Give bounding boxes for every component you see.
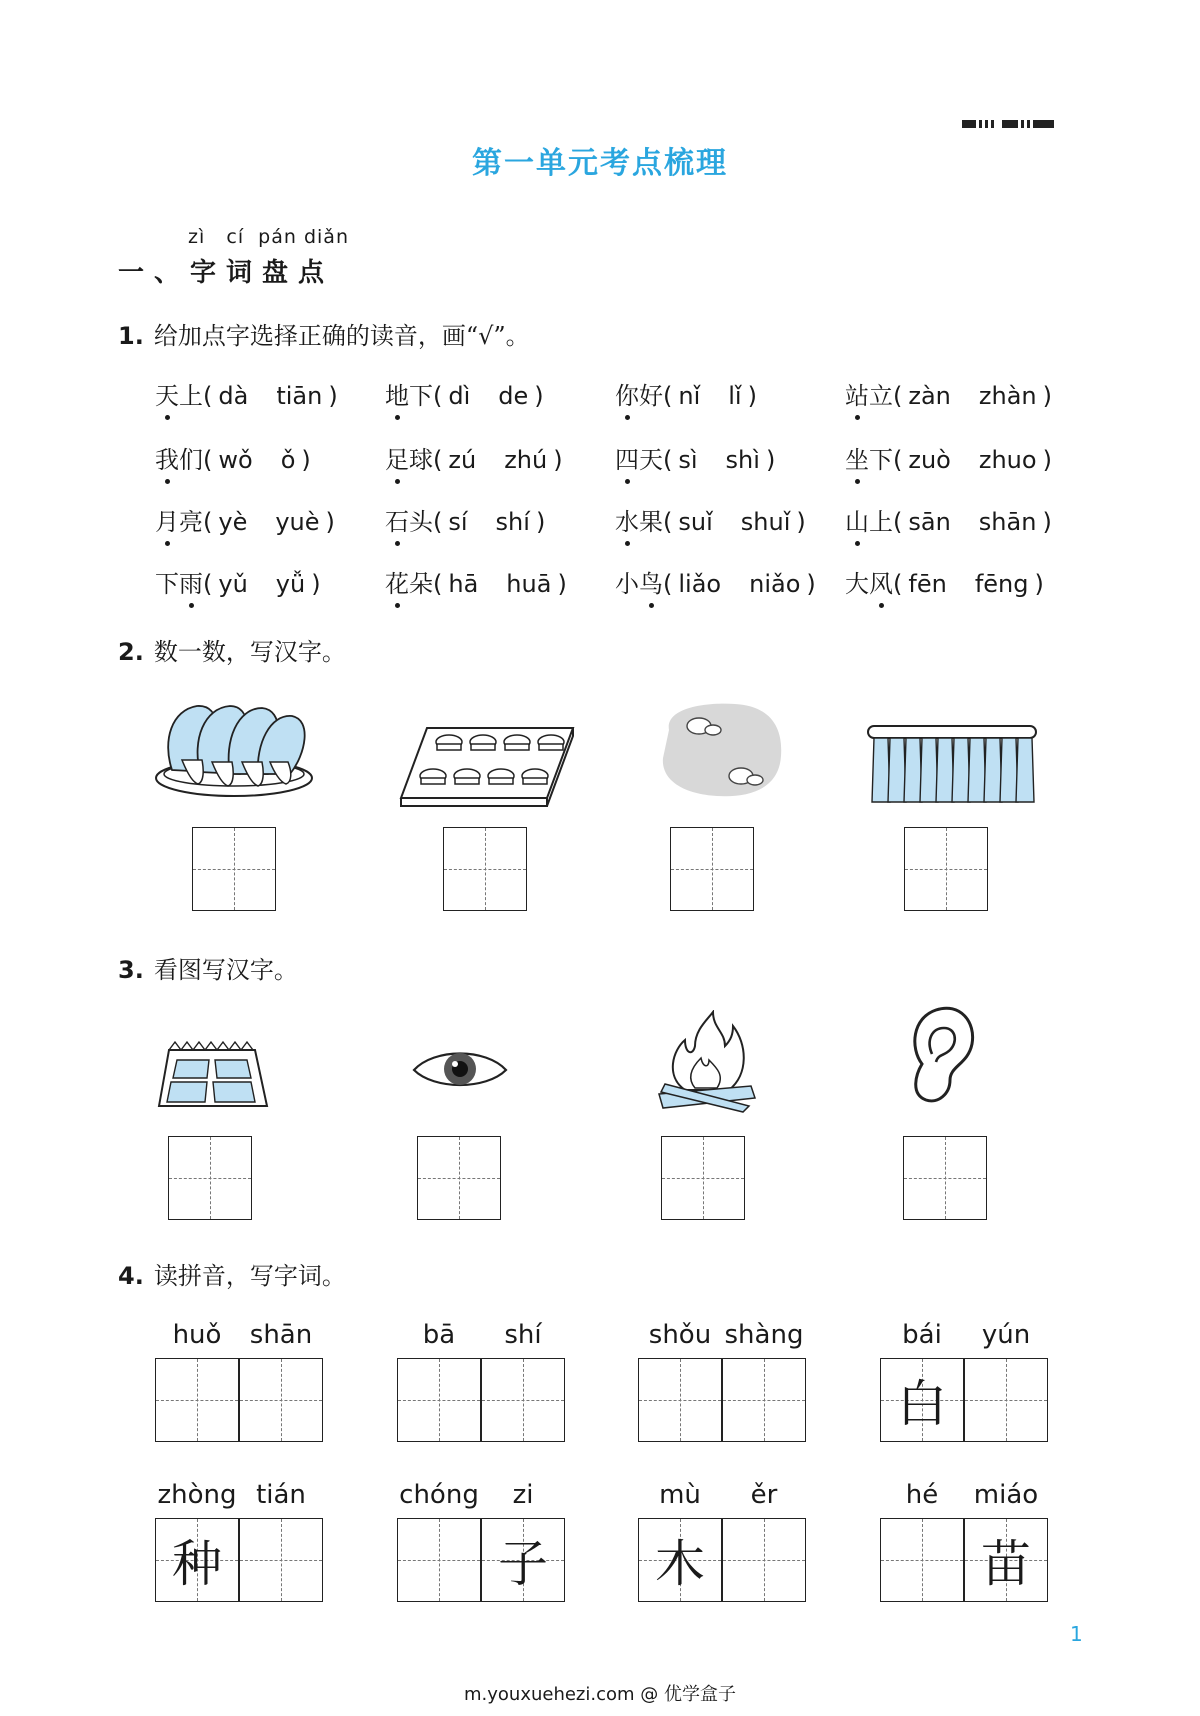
writing-grid-box[interactable] (168, 1136, 252, 1220)
question-number: 3. (118, 956, 144, 984)
page-title: 第一单元考点梳理 (472, 146, 728, 181)
character: 小 (615, 570, 639, 598)
pinyin-label: huǒ (172, 1320, 222, 1350)
pinyin-option[interactable]: fēn (908, 570, 947, 598)
writing-grid-box[interactable] (964, 1358, 1048, 1442)
paren-close: ) (1042, 508, 1052, 536)
pinyin-option[interactable]: sì (678, 446, 698, 474)
paren-close: ) (534, 382, 544, 410)
pinyin-option[interactable]: yuè (275, 508, 320, 536)
pinyin-option[interactable]: yǔ (218, 570, 248, 598)
paren-close: ) (535, 508, 546, 536)
reading-item (845, 502, 1075, 537)
question-text: 看图写汉字。 (153, 956, 298, 984)
reading-item (155, 440, 385, 475)
question-text: 读拼音，写字词。 (153, 1262, 346, 1290)
pinyin-option[interactable]: nǐ (678, 382, 701, 410)
paren-close: ) (301, 446, 311, 474)
word (385, 446, 433, 474)
pinyin-option[interactable]: zàn (908, 382, 951, 410)
pinyin-option[interactable]: sí (448, 508, 468, 536)
question-2-title (118, 632, 346, 667)
word (845, 446, 893, 474)
word (615, 570, 663, 598)
paren-open: ( (203, 508, 213, 536)
paren-close: ) (765, 446, 776, 474)
writing-grid-box[interactable] (722, 1518, 806, 1602)
word (155, 446, 203, 474)
writing-grid-box[interactable] (903, 1136, 987, 1220)
dotted-character: 石 (385, 502, 409, 537)
paren-close: ) (1042, 382, 1052, 410)
paren-open: ( (433, 570, 443, 598)
reading-item (155, 564, 385, 599)
pinyin-option[interactable]: sān (908, 508, 951, 536)
pinyin-option[interactable]: shì (725, 446, 760, 474)
pinyin-label: shān (249, 1320, 313, 1350)
paren-open: ( (433, 508, 443, 536)
pinyin-option[interactable]: shuǐ (740, 508, 791, 536)
reading-item (385, 564, 615, 599)
paren-close: ) (328, 382, 338, 410)
pinyin-option[interactable]: tiān (276, 382, 323, 410)
reading-row (155, 440, 1075, 475)
given-character: 子 (498, 1535, 548, 1593)
paren-close: ) (311, 570, 321, 598)
section-title: 一、字词盘点 (118, 258, 335, 288)
pinyin-option[interactable]: shí (495, 508, 530, 536)
pinyin-label: bái (902, 1320, 942, 1350)
given-character: 苗 (981, 1535, 1031, 1593)
character: 球 (409, 446, 433, 474)
question-number: 1. (118, 322, 144, 350)
writing-grid-box[interactable] (481, 1358, 565, 1442)
character: 上 (179, 382, 203, 410)
word (845, 508, 893, 536)
paren-open: ( (433, 446, 443, 474)
dotted-character: 地 (385, 376, 409, 411)
word (615, 508, 663, 536)
reading-item (845, 376, 1075, 411)
question-number: 4. (118, 1262, 144, 1290)
given-character: 木 (655, 1535, 705, 1593)
pinyin-label: shàng (724, 1320, 804, 1350)
writing-grid-box[interactable] (239, 1518, 323, 1602)
pinyin-option[interactable]: liǎo (678, 570, 722, 598)
reading-item (615, 564, 845, 599)
reading-item (615, 502, 845, 537)
pinyin-option[interactable]: suǐ (678, 508, 713, 536)
dotted-character: 鸟 (639, 564, 663, 599)
writing-grid-box[interactable] (192, 827, 276, 911)
paren-close: ) (806, 570, 816, 598)
reading-row (155, 376, 1075, 411)
reading-item (155, 502, 385, 537)
pinyin-label: zi (512, 1480, 534, 1510)
character: 朵 (409, 570, 433, 598)
paren-open: ( (663, 446, 673, 474)
paren-close: ) (796, 508, 806, 536)
paren-close: ) (557, 570, 567, 598)
word (615, 382, 663, 410)
character: 果 (639, 508, 663, 536)
pinyin-option[interactable]: zhú (504, 446, 548, 474)
dotted-character: 坐 (845, 440, 869, 475)
pinyin-label: mù (659, 1480, 701, 1510)
pinyin-option[interactable]: niǎo (749, 570, 801, 598)
writing-grid-box[interactable] (880, 1518, 964, 1602)
word (615, 446, 663, 474)
reading-item (615, 376, 845, 411)
question-4-title (118, 1256, 346, 1291)
paren-open: ( (203, 446, 213, 474)
burger-tray-picture (397, 722, 577, 808)
dotted-character: 水 (615, 502, 639, 537)
eye-picture (412, 1046, 508, 1094)
reading-item (845, 440, 1075, 475)
pinyin-label: hé (905, 1480, 939, 1510)
paren-open: ( (663, 508, 673, 536)
writing-grid-box[interactable] (904, 827, 988, 911)
fire-picture (655, 1010, 759, 1114)
pinyin-option[interactable]: yǚ (275, 570, 306, 598)
paren-open: ( (893, 508, 903, 536)
word (385, 570, 433, 598)
word (155, 382, 203, 410)
word (155, 570, 203, 598)
character: 下 (409, 382, 433, 410)
pinyin-label: tián (256, 1480, 306, 1510)
writing-grid-box[interactable] (638, 1358, 722, 1442)
writing-grid-box[interactable] (670, 827, 754, 911)
snails-picture (655, 700, 785, 800)
pinyin-option[interactable]: lǐ (728, 382, 742, 410)
writing-grid-box[interactable] (638, 1518, 722, 1602)
pinyin-option[interactable]: zhuo (978, 446, 1037, 474)
writing-grid-box[interactable] (661, 1136, 745, 1220)
pinyin-label: shí (504, 1320, 542, 1350)
section-pinyin: zì cí pán diǎn (188, 226, 349, 248)
reading-item (385, 440, 615, 475)
pinyin-option[interactable]: zhàn (978, 382, 1037, 410)
writing-grid-box[interactable] (443, 827, 527, 911)
paren-open: ( (663, 570, 673, 598)
paren-close: ) (325, 508, 335, 536)
towels-rack-picture (864, 720, 1040, 810)
paren-close: ) (1034, 570, 1044, 598)
writing-grid-box[interactable] (417, 1136, 501, 1220)
character: 天 (639, 446, 663, 474)
writing-grid-box[interactable] (880, 1358, 964, 1442)
writing-grid-box[interactable] (397, 1518, 481, 1602)
word (845, 570, 893, 598)
character: 好 (639, 382, 663, 410)
dotted-character: 站 (845, 376, 869, 411)
pinyin-option[interactable]: zú (448, 446, 477, 474)
field-picture (155, 1040, 270, 1110)
paren-open: ( (663, 382, 673, 410)
pinyin-option[interactable]: wǒ (218, 446, 253, 474)
paren-open: ( (893, 382, 903, 410)
reading-item (845, 564, 1075, 599)
corner-decoration (962, 120, 1054, 128)
footer-watermark: m.youxuehezi.com @ 优学盒子 (463, 1684, 736, 1705)
reading-item (155, 376, 385, 411)
word (845, 382, 893, 410)
pinyin-option[interactable]: dì (448, 382, 471, 410)
reading-item (385, 502, 615, 537)
writing-grid-box[interactable] (397, 1358, 481, 1442)
paren-open: ( (893, 446, 903, 474)
writing-grid-box[interactable] (239, 1358, 323, 1442)
pinyin-label: yún (981, 1320, 1031, 1350)
paren-open: ( (203, 382, 213, 410)
pinyin-option[interactable]: fēng (974, 570, 1029, 598)
character: 上 (869, 508, 893, 536)
character: 下 (155, 570, 179, 598)
question-1-title (118, 316, 530, 351)
writing-grid-box[interactable] (155, 1518, 239, 1602)
pinyin-option[interactable]: de (498, 382, 529, 410)
paren-open: ( (433, 382, 443, 410)
question-text: 数一数，写汉字。 (153, 638, 346, 666)
pinyin-option[interactable]: zuò (908, 446, 951, 474)
pinyin-label: chóng (399, 1480, 479, 1510)
writing-grid-box[interactable] (964, 1518, 1048, 1602)
character: 大 (845, 570, 869, 598)
dotted-character: 花 (385, 564, 409, 599)
paren-close: ) (553, 446, 563, 474)
character: 们 (179, 446, 203, 474)
word (155, 508, 203, 536)
bok-choy-picture (152, 700, 317, 800)
paren-close: ) (1042, 446, 1052, 474)
pinyin-label: bā (422, 1320, 456, 1350)
word (385, 508, 433, 536)
pinyin-option[interactable]: yè (218, 508, 248, 536)
dotted-character: 月 (155, 502, 179, 537)
dotted-character: 你 (615, 376, 639, 411)
reading-row (155, 564, 1075, 599)
paren-open: ( (893, 570, 903, 598)
question-text: 给加点字选择正确的读音，画“√”。 (153, 322, 530, 350)
pinyin-label: shǒu (648, 1320, 712, 1350)
character: 下 (869, 446, 893, 474)
dotted-character: 雨 (179, 564, 203, 599)
pinyin-option[interactable]: hā (448, 570, 479, 598)
dotted-character: 天 (155, 376, 179, 411)
word (385, 382, 433, 410)
dotted-character: 山 (845, 502, 869, 537)
character: 头 (409, 508, 433, 536)
given-character: 白 (897, 1375, 947, 1433)
ear-picture (906, 1004, 978, 1104)
dotted-character: 四 (615, 440, 639, 475)
pinyin-label: ěr (750, 1480, 778, 1510)
pinyin-label: miáo (973, 1480, 1039, 1510)
pinyin-option[interactable]: huā (506, 570, 552, 598)
reading-row (155, 502, 1075, 537)
reading-item (385, 376, 615, 411)
given-character: 种 (172, 1535, 222, 1593)
paren-close: ) (747, 382, 757, 410)
question-number: 2. (118, 638, 144, 666)
pinyin-option[interactable]: shān (978, 508, 1037, 536)
pinyin-option[interactable]: ǒ (280, 446, 296, 474)
dotted-character: 风 (869, 564, 893, 599)
writing-grid-box[interactable] (155, 1358, 239, 1442)
pinyin-option[interactable]: dà (218, 382, 249, 410)
paren-open: ( (203, 570, 213, 598)
character: 亮 (179, 508, 203, 536)
reading-item (615, 440, 845, 475)
character: 立 (869, 382, 893, 410)
dotted-character: 足 (385, 440, 409, 475)
writing-grid-box[interactable] (481, 1518, 565, 1602)
question-3-title (118, 950, 298, 985)
writing-grid-box[interactable] (722, 1358, 806, 1442)
page-number: 1 (1070, 1622, 1083, 1646)
pinyin-label: zhòng (157, 1480, 237, 1510)
dotted-character: 我 (155, 440, 179, 475)
